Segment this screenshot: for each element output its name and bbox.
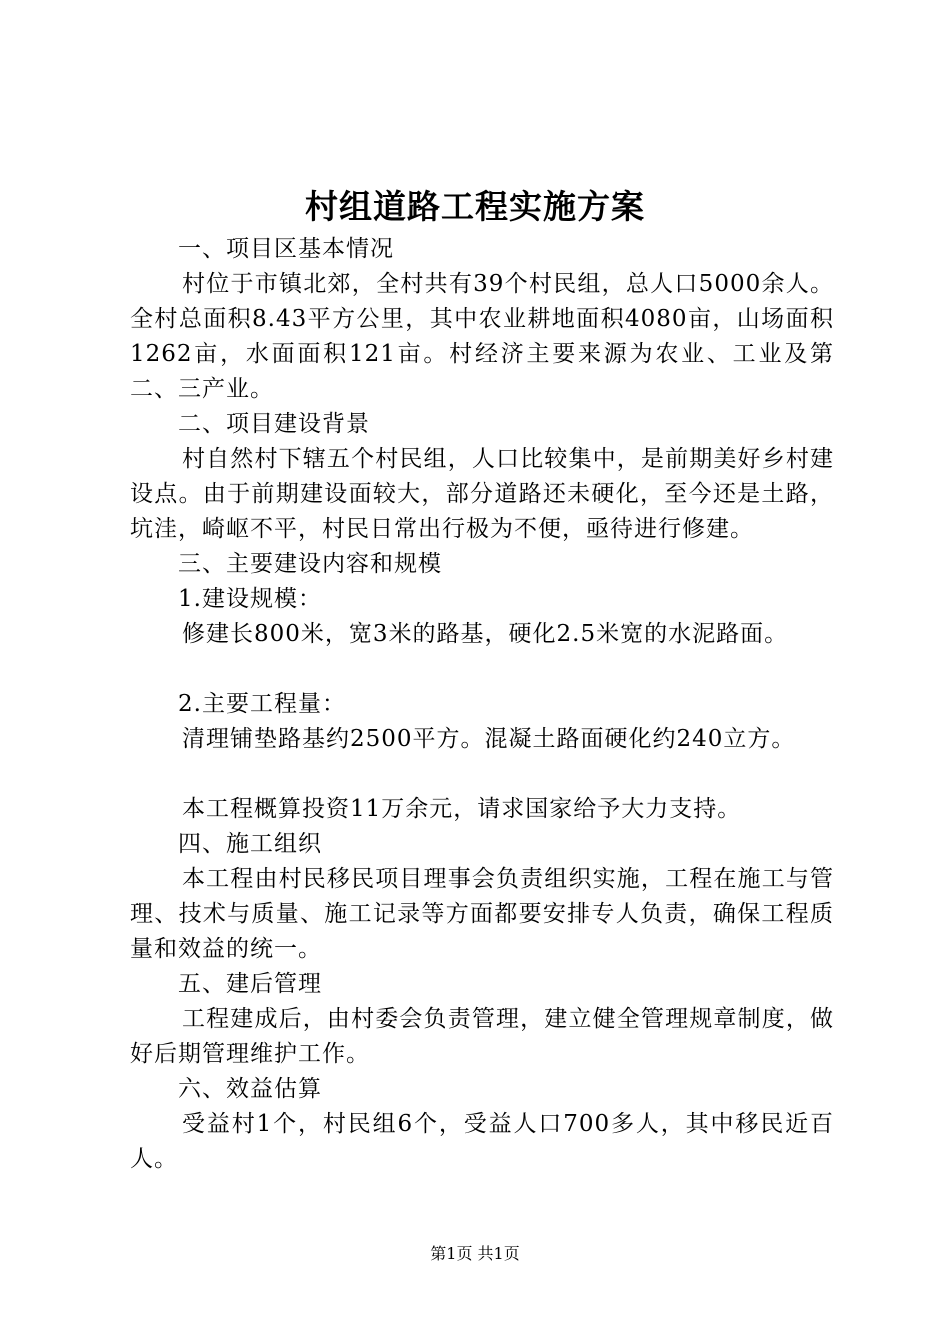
section-heading-3: 三、主要建设内容和规模 xyxy=(178,551,442,577)
investment-text: 本工程概算投资11万余元，请求国家给予大力支持。 xyxy=(182,796,742,822)
section-heading-6: 六、效益估算 xyxy=(178,1076,322,1102)
blank-line xyxy=(130,652,834,687)
construction-scale-text: 修建长800米，宽3米的路基，硬化2.5米宽的水泥路面。 xyxy=(182,621,789,647)
section-heading-5: 五、建后管理 xyxy=(178,971,322,997)
blank-line xyxy=(130,757,834,792)
section-paragraph-2: 村自然村下辖五个村民组，人口比较集中，是前期美好乡村建设点。由于前期建设面较大，部分道路还未硬化，至今还是土路，坑洼，崎岖不平，村民日常出行极为不便，亟待进行修建。 xyxy=(130,446,834,542)
construction-scale-label: 1.建设规模： xyxy=(178,586,322,612)
section-paragraph-5: 工程建成后，由村委会负责管理，建立健全管理规章制度，做好后期管理维护工作。 xyxy=(130,1006,834,1067)
section-paragraph-4: 本工程由村民移民项目理事会负责组织实施，工程在施工与管理、技术与质量、施工记录等方面都要安排专人负责，确保工程质量和效益的统一。 xyxy=(130,866,834,962)
section-heading-2: 二、项目建设背景 xyxy=(178,411,370,437)
section-heading-4: 四、施工组织 xyxy=(178,831,322,857)
section-heading-1: 一、项目区基本情况 xyxy=(178,236,394,262)
quantities-text: 清理铺垫路基约2500平方。混凝土路面硬化约240立方。 xyxy=(182,726,796,752)
document-body xyxy=(130,232,834,1177)
quantities-label: 2.主要工程量： xyxy=(178,691,346,717)
page-footer: 第1页 共1页 xyxy=(430,1244,520,1263)
document-title: 村组道路工程实施方案 xyxy=(305,187,645,226)
section-paragraph-6: 受益村1个，村民组6个，受益人口700多人，其中移民近百人。 xyxy=(130,1111,834,1172)
section-paragraph-1: 村位于市镇北郊，全村共有39个村民组，总人口5000余人。全村总面积8.43平方公里，其中农业耕地面积4080亩，山场面积1262亩，水面面积121亩。村经济主要来源为农业、工业及第二、三产业。 xyxy=(130,271,834,402)
